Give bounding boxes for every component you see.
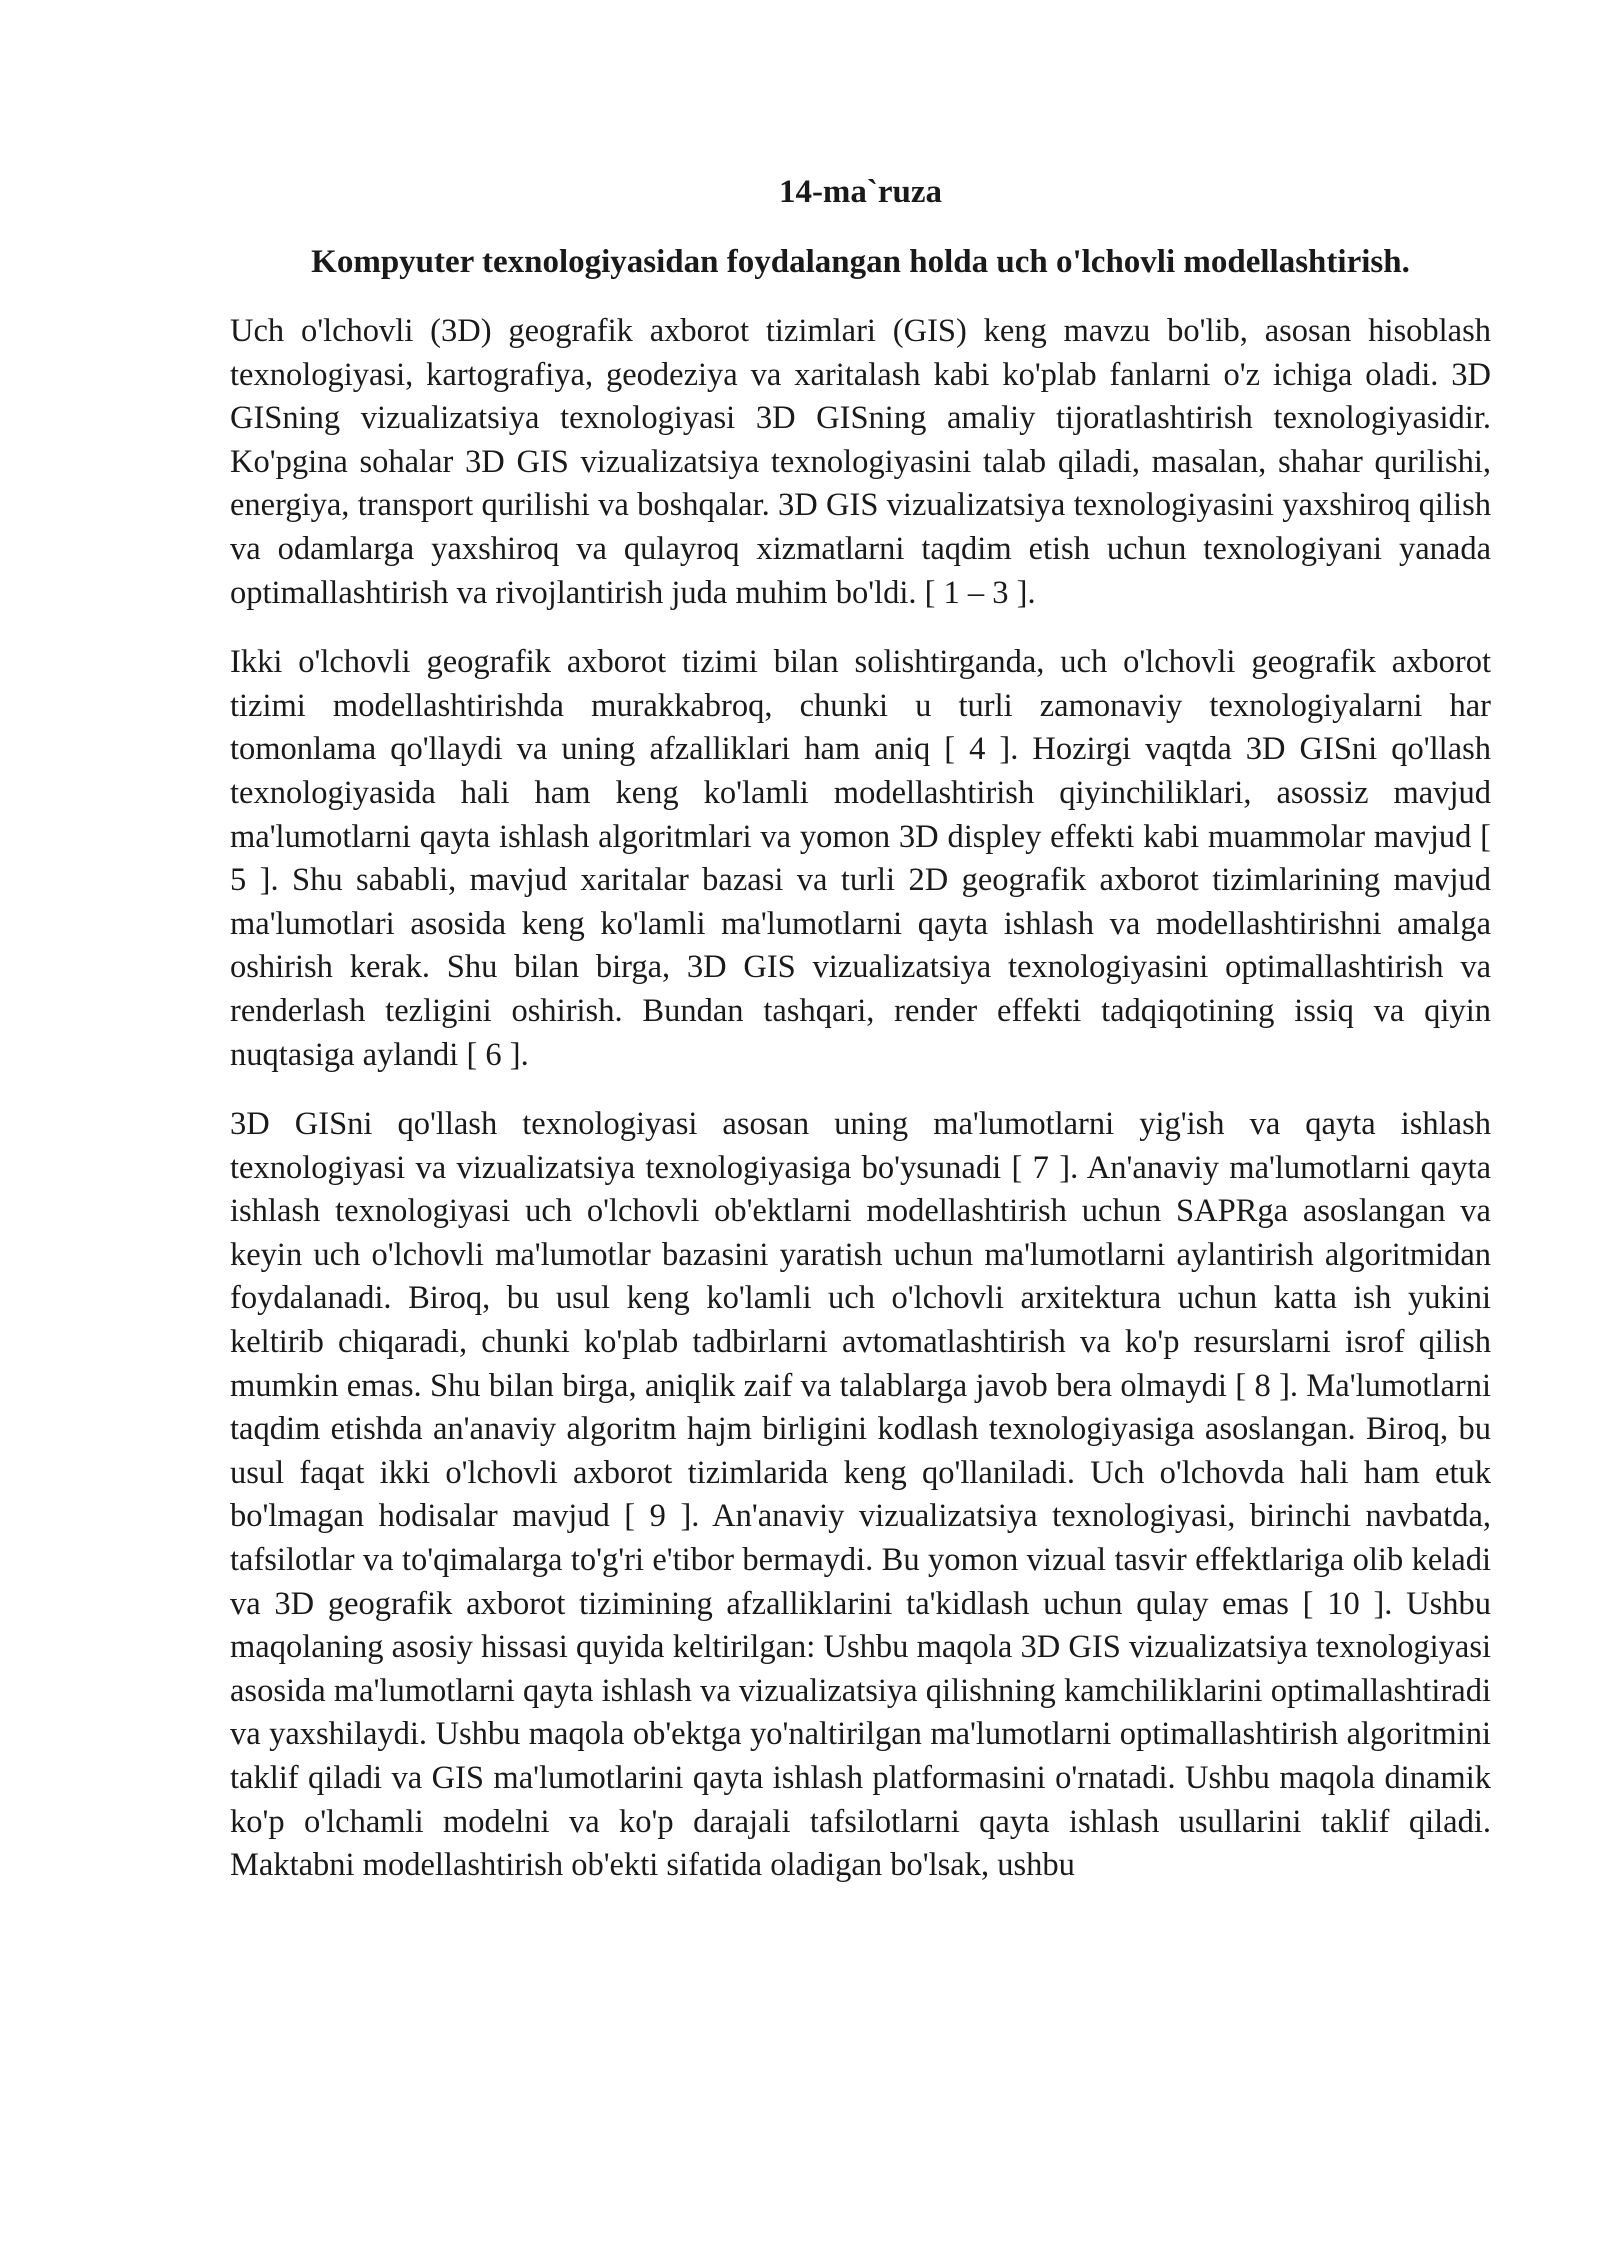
lecture-title: Kompyuter texnologiyasidan foydalangan holda uch o'lchovli modellashtirish. <box>311 244 1410 280</box>
lecture-number: 14-ma`ruza <box>778 174 943 210</box>
paragraph-2: Ikki o'lchovli geografik axborot tizimi bilan solishtirganda, uch o'lchovli geografik axborot tizimi modellashtirishda murakkabroq, chunki u turli zamonaviy texnologiyalarni har tomonlama qo'llaydi va uning afzalliklari ham aniq [ 4 ]. Hozirgi vaqtda 3D GISni qo'llash texnologiyasida hali ham keng ko'lamli modellashtirish qiyinchiliklari, asossiz mavjud ma'lumotlarni qayta ishlash algoritmlari va yomon 3D displey effekti kabi muammolar mavjud [ 5 ]. Shu sababli, mavjud xaritalar bazasi va turli 2D geografik axborot tizimlarining mavjud ma'lumotlari asosida keng ko'lamli ma'lumotlarni qayta ishlash va modellashtirishni amalga oshirish kerak. Shu bilan birga, 3D GIS vizualizatsiya texnologiyasini optimallashtirish va renderlash tezligini oshirish. Bundan tashqari, render effekti tadqiqotining issiq va qiyin nuqtasiga aylandi [ 6 ]. <box>230 644 1491 1073</box>
paragraph-1: Uch o'lchovli (3D) geografik axborot tizimlari (GIS) keng mavzu bo'lib, asosan hisoblash texnologiyasi, kartografiya, geodeziya va xaritalash kabi ko'plab fanlarni o'z ichiga oladi. 3D GISning vizualizatsiya texnologiyasi 3D GISning amaliy tijoratlashtirish texnologiyasidir. Ko'pgina sohalar 3D GIS vizualizatsiya texnologiyasini talab qiladi, masalan, shahar qurilishi, energiya, transport qurilishi va boshqalar. 3D GIS vizualizatsiya texnologiyasini yaxshiroq qilish va odamlarga yaxshiroq va qulayroq xizmatlarni taqdim etish uchun texnologiyani yanada optimallashtirish va rivojlantirish juda muhim bo'ldi. [ 1 – 3 ]. <box>230 313 1491 611</box>
paragraph-3: 3D GISni qo'llash texnologiyasi asosan uning ma'lumotlarni yig'ish va qayta ishlash texnologiyasi va vizualizatsiya texnologiyasiga bo'ysunadi [ 7 ]. An'anaviy ma'lumotlarni qayta ishlash texnologiyasi uch o'lchovli ob'ektlarni modellashtirish uchun SAPRga asoslangan va keyin uch o'lchovli ma'lumotlar bazasini yaratish uchun ma'lumotlarni aylantirish algoritmidan foydalanadi. Biroq, bu usul keng ko'lamli uch o'lchovli arxitektura uchun katta ish yukini keltirib chiqaradi, chunki ko'plab tadbirlarni avtomatlashtirish va ko'p resurslarni isrof qilish mumkin emas. Shu bilan birga, aniqlik zaif va talablarga javob bera olmaydi [ 8 ]. Ma'lumotlarni taqdim etishda an'anaviy algoritm hajm birligini kodlash texnologiyasiga asoslangan. Biroq, bu usul faqat ikki o'lchovli axborot tizimlarida keng qo'llaniladi. Uch o'lchovda hali ham etuk bo'lmagan hodisalar mavjud [ 9 ]. An'anaviy vizualizatsiya texnologiyasi, birinchi navbatda, tafsilotlar va to'qimalarga to'g'ri e'tibor bermaydi. Bu yomon vizual tasvir effektlariga olib keladi va 3D geografik axborot tizimining afzalliklarini ta'kidlash uchun qulay emas [ 10 ]. Ushbu maqolaning asosiy hissasi quyida keltirilgan: Ushbu maqola 3D GIS vizualizatsiya texnologiyasi asosida ma'lumotlarni qayta ishlash va vizualizatsiya qilishning kamchiliklarini optimallashtiradi va yaxshilaydi. Ushbu maqola ob'ektga yo'naltirilgan ma'lumotlarni optimallashtirish algoritmini taklif qiladi va GIS ma'lumotlarini qayta ishlash platformasini o'rnatadi. Ushbu maqola dinamik ko'p o'lchamli modelni va ko'p darajali tafsilotlarni qayta ishlash usullarini taklif qiladi. Maktabni modellashtirish ob'ekti sifatida oladigan bo'lsak, ushbu <box>230 1106 1491 1884</box>
document-page <box>230 170 1491 1914</box>
